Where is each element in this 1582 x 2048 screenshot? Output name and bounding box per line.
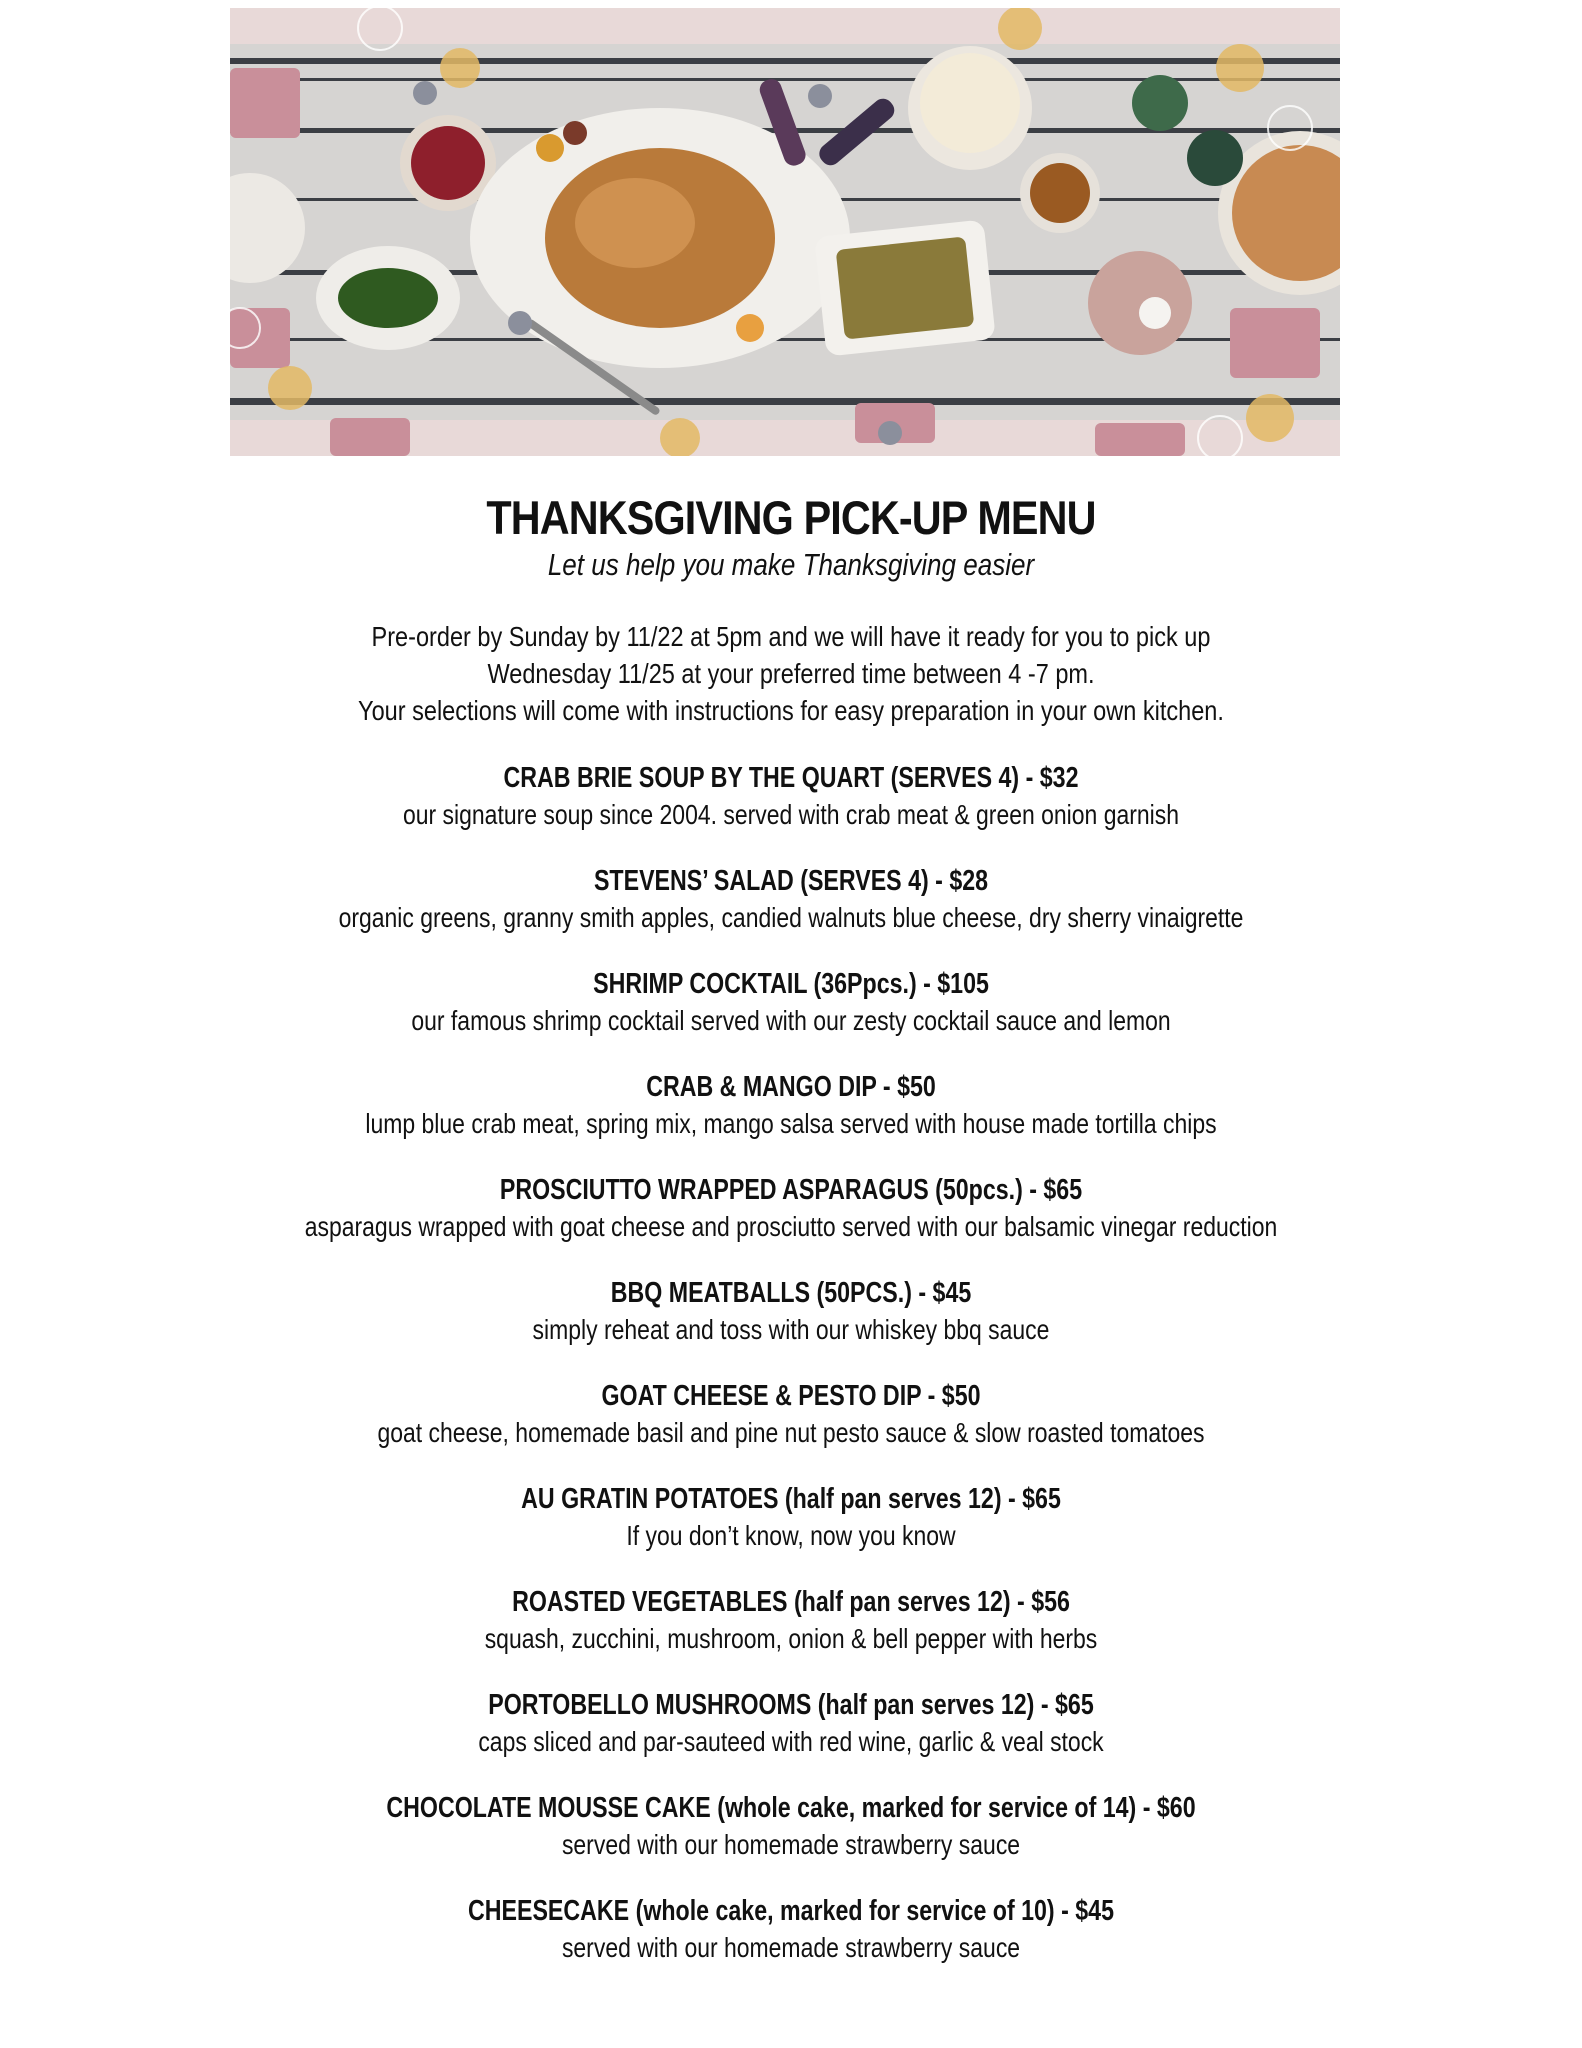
menu-item [0, 1583, 1582, 1686]
menu-item-name: AU GRATIN POTATOES (half pan serves 12) - $65 [521, 1483, 1061, 1515]
tagline: Let us help you make Thanksgiving easier [547, 547, 1035, 582]
menu-item-name: CRAB BRIE SOUP BY THE QUART (SERVES 4) - $32 [503, 762, 1079, 794]
menu-item-description: simply reheat and toss with our whiskey bbq sauce [532, 1314, 1050, 1345]
menu-item [0, 1377, 1582, 1480]
menu-item-name: ROASTED VEGETABLES (half pan serves 12) - $56 [512, 1586, 1070, 1618]
menu-item-name: CHEESECAKE (whole cake, marked for service of 10) - $45 [468, 1895, 1114, 1927]
intro-line: Your selections will come with instructions for easy preparation in your own kitchen. [358, 695, 1224, 726]
menu [0, 490, 1582, 1995]
menu-item [0, 1480, 1582, 1583]
menu-item-description: our famous shrimp cocktail served with our zesty cocktail sauce and lemon [411, 1005, 1171, 1036]
menu-item-description: our signature soup since 2004. served with crab meat & green onion garnish [402, 799, 1180, 830]
menu-item [0, 1068, 1582, 1171]
menu-item-description: goat cheese, homemade basil and pine nut pesto sauce & slow roasted tomatoes [377, 1417, 1205, 1448]
menu-item [0, 1274, 1582, 1377]
menu-item [0, 1171, 1582, 1274]
menu-item [0, 1892, 1582, 1995]
menu-item-description: asparagus wrapped with goat cheese and prosciutto served with our balsamic vinegar reduction [304, 1211, 1278, 1242]
menu-item-description: lump blue crab meat, spring mix, mango salsa served with house made tortilla chips [365, 1108, 1217, 1139]
intro-text [127, 618, 1456, 729]
intro-line: Pre-order by Sunday by 11/22 at 5pm and we will have it ready for you to pick up [371, 621, 1211, 652]
hero-image [230, 8, 1340, 456]
menu-item-name: CHOCOLATE MOUSSE CAKE (whole cake, marked for service of 14) - $60 [386, 1792, 1196, 1824]
menu-item [0, 1686, 1582, 1789]
menu-item-name: PROSCIUTTO WRAPPED ASPARAGUS (50pcs.) - $65 [499, 1174, 1083, 1206]
menu-item-name: STEVENS’ SALAD (SERVES 4) - $28 [593, 865, 989, 897]
menu-item [0, 759, 1582, 862]
menu-item-description: served with our homemade strawberry sauce [561, 1932, 1021, 1963]
menu-item-description: squash, zucchini, mushroom, onion & bell pepper with herbs [484, 1623, 1098, 1654]
menu-item-description: caps sliced and par-sauteed with red wine, garlic & veal stock [478, 1726, 1104, 1757]
menu-item-name: GOAT CHEESE & PESTO DIP - $50 [601, 1380, 981, 1412]
menu-item-name: CRAB & MANGO DIP - $50 [646, 1071, 936, 1103]
menu-item [0, 965, 1582, 1068]
menu-item-name: BBQ MEATBALLS (50PCS.) - $45 [610, 1277, 972, 1309]
menu-item [0, 862, 1582, 965]
menu-items [0, 759, 1582, 1995]
menu-item-description: If you don’t know, now you know [626, 1520, 956, 1551]
intro-line: Wednesday 11/25 at your preferred time between 4 -7 pm. [487, 658, 1095, 689]
thanksgiving-table-photo-icon [230, 8, 1340, 456]
menu-item [0, 1789, 1582, 1892]
menu-item-name: PORTOBELLO MUSHROOMS (half pan serves 12) - $65 [488, 1689, 1094, 1721]
page-title: THANKSGIVING PICK-UP MENU [486, 491, 1096, 544]
menu-item-description: served with our homemade strawberry sauce [561, 1829, 1021, 1860]
menu-item-description: organic greens, granny smith apples, candied walnuts blue cheese, dry sherry vinaigrette [338, 902, 1244, 933]
menu-item-name: SHRIMP COCKTAIL (36Ppcs.) - $105 [593, 968, 989, 1000]
